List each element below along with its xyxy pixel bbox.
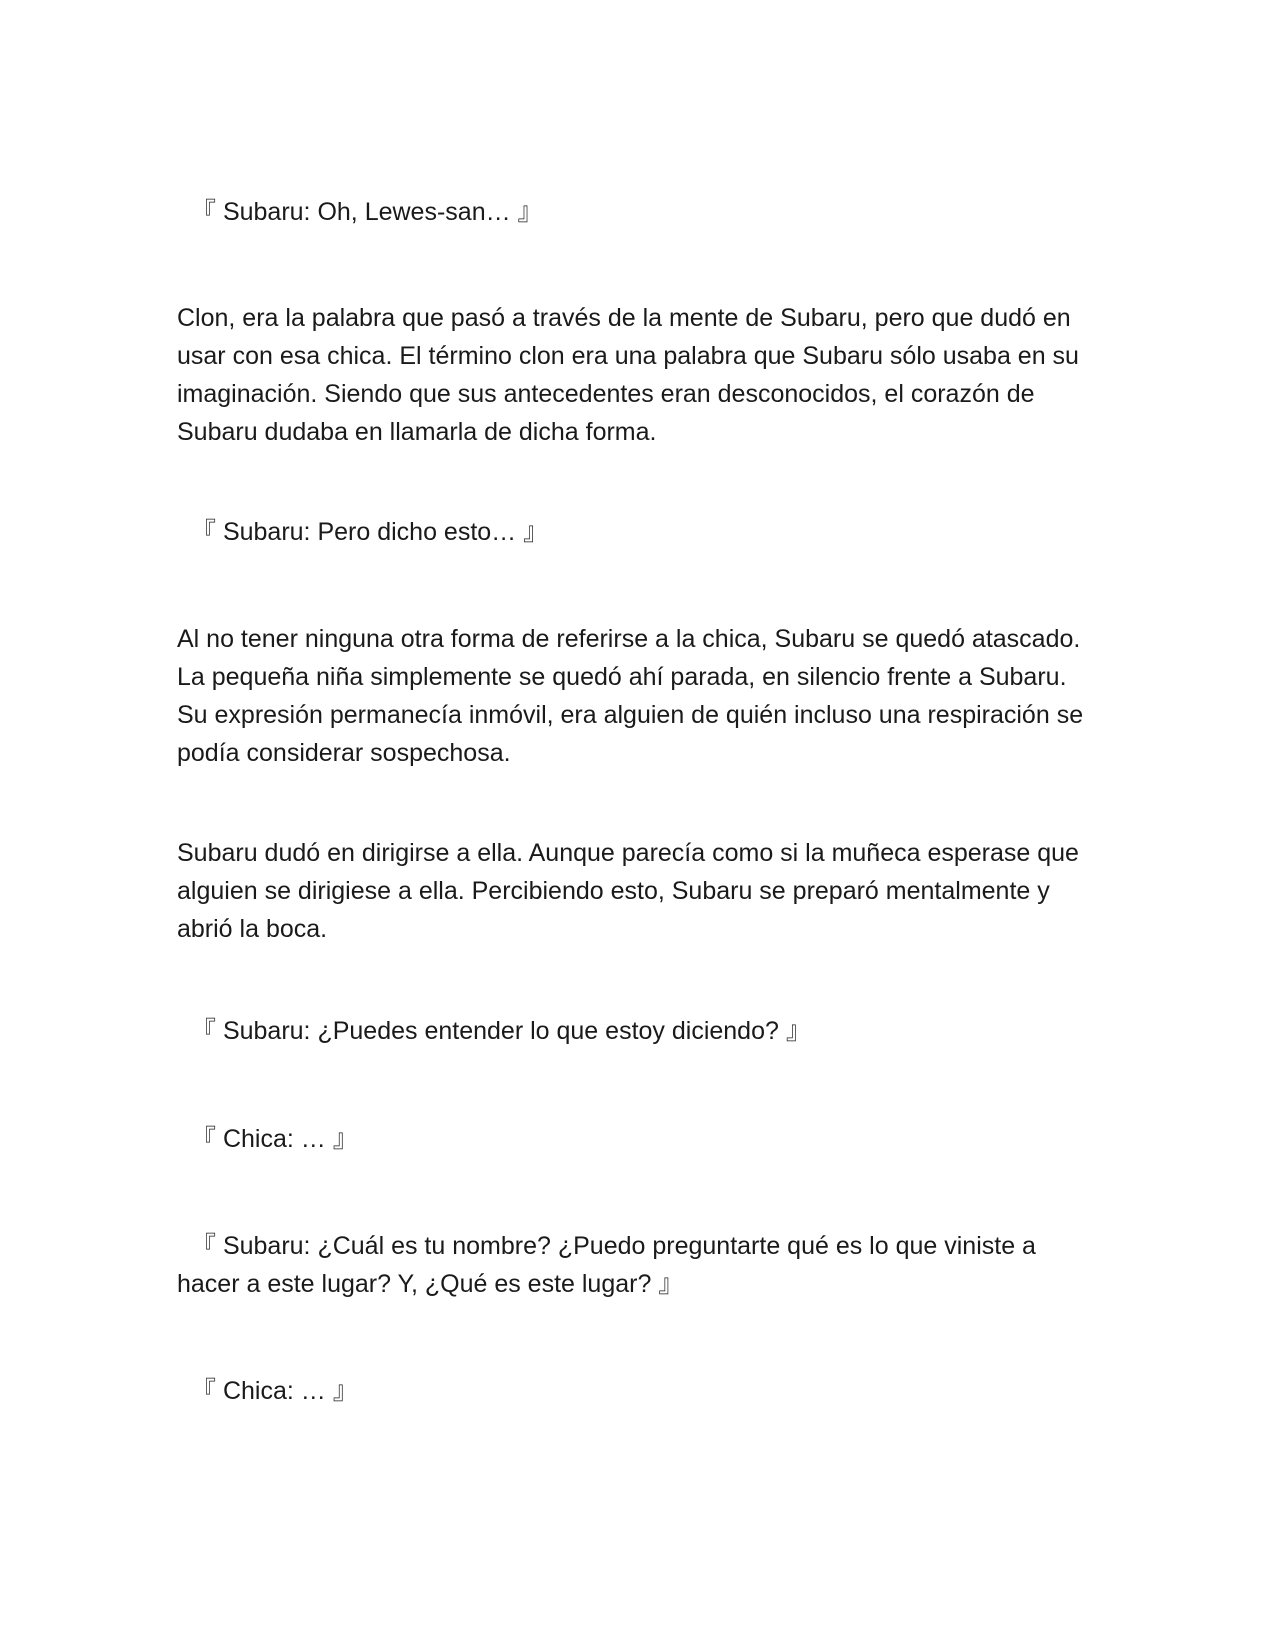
dialogue-line: 『 Subaru: ¿Puedes entender lo que estoy diciendo? 』: [191, 1017, 811, 1045]
narrative-paragraph: Subaru dudó en dirigirse a ella. Aunque parecía como si la muñeca esperase que alguien se dirigiese a ella. Percibiendo esto, Subaru se preparó mentalmente y abrió la boca.: [177, 839, 1079, 943]
dialogue-line: 『 Chica: … 』: [191, 1377, 358, 1405]
dialogue-line: 『 Subaru: ¿Cuál es tu nombre? ¿Puedo preguntarte qué es lo que viniste a hacer a este lugar? Y, ¿Qué es este lugar? 』: [177, 1232, 1036, 1298]
narrative-paragraph: Al no tener ninguna otra forma de referirse a la chica, Subaru se quedó atascado. La pequeña niña simplemente se quedó ahí parada, en silencio frente a Subaru. Su expresión permanecía inmóvil, era alguien de quién incluso una respiración se podía considerar sospechosa.: [177, 625, 1084, 767]
dialogue-line: 『 Subaru: Oh, Lewes-san… 』: [191, 198, 543, 226]
dialogue-line: 『 Chica: … 』: [191, 1125, 358, 1153]
narrative-paragraph: Clon, era la palabra que pasó a través de la mente de Subaru, pero que dudó en usar con esa chica. El término clon era una palabra que Subaru sólo usaba en su imaginación. Siendo que sus antecedentes eran desconocidos, el corazón de Subaru dudaba en llamarla de dicha forma.: [177, 304, 1079, 446]
dialogue-line: 『 Subaru: Pero dicho esto… 』: [191, 518, 549, 546]
